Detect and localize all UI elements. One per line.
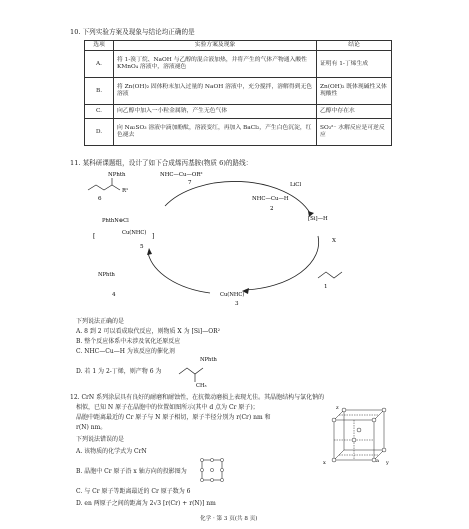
q12-option-c: C. 与 Cr 原子等距离最近的 Cr 原子数为 6	[76, 488, 191, 495]
q11-option-c: C. NHC—Cu—H 为该反应的催化剂	[76, 348, 175, 355]
x-label: X	[332, 238, 336, 244]
licl-label: LiCl	[290, 182, 302, 188]
c4-number: 4	[112, 292, 116, 298]
c5-bracket-right: ]	[152, 233, 155, 240]
row-conclusion: SO₃²⁻ 水解反应是可逆反应	[317, 119, 392, 146]
c5-number: 5	[140, 244, 144, 250]
row-option: B.	[85, 78, 114, 105]
c5-bracket-left: [	[93, 233, 96, 240]
c6-nphth: NPhth	[108, 172, 126, 178]
table-row	[85, 51, 392, 78]
row-option: A.	[85, 51, 114, 78]
d-nphth: NPhth	[200, 357, 217, 363]
c6-r1: R¹	[122, 188, 129, 194]
projection-diagram	[200, 458, 224, 482]
q11-option-d: D. 若 1 为 2-丁烯，则产物 6 为	[76, 368, 162, 375]
q10-table	[84, 40, 392, 146]
c6-number: 6	[98, 196, 102, 202]
axis-x: x	[323, 460, 326, 466]
crn-unit-cell	[322, 404, 392, 466]
cycle-arc-right	[245, 236, 319, 290]
q11-title: 11. 某科研课题组，设计了如下合成烯丙基胺(物质 6)的路线：	[70, 159, 253, 167]
axis-y: y	[386, 460, 389, 466]
c1-number: 1	[324, 284, 328, 290]
arrow-head-3	[147, 248, 152, 255]
table-row	[85, 78, 392, 105]
q12-title-1: 12. CrN 系列涂层具有良好的耐磨和耐蚀性，在抗微动磨损上表现尤佳。其晶胞结构与氯化钠的	[70, 394, 325, 401]
q11-prompt: 下列说法正确的是	[76, 318, 125, 325]
row-option: D.	[85, 119, 114, 146]
table-header-row	[85, 41, 392, 51]
q12-option-b: B. 晶胞中 Cr 原子沿 x 轴方向的投影图为	[76, 468, 187, 475]
table-row	[85, 119, 392, 146]
header-conclusion: 结论	[317, 41, 392, 51]
row-procedure: 将 Zn(OH)₂ 固体粉末加入过量的 NaOH 溶液中，充分搅拌，溶解得到无色溶液	[114, 78, 317, 105]
q10-title: 10. 下列实验方案及现象与结论均正确的是	[70, 28, 195, 36]
d-ch3: CH₃	[196, 383, 207, 388]
q12-prompt: 下列说法错误的是	[76, 436, 125, 443]
compound-6	[88, 178, 120, 190]
page-footer: 化学 · 第 3 页(共 8 页)	[200, 516, 258, 522]
q12-title-3: 晶胞中距离最近的 Cr 原子与 N 原子相切，原子半径分别为 r(Cr) nm 和	[76, 414, 271, 421]
c4-nphth: NPhth	[98, 272, 115, 278]
catalytic-cycle-diagram	[70, 168, 400, 308]
c2-text: NHC—Cu—H	[252, 196, 289, 202]
compound-1	[318, 272, 342, 278]
q11-option-b: B. 整个反应体系中未涉及氧化还原反应	[76, 338, 181, 345]
row-procedure: 向 Na₂SO₃ 溶液中滴加酚酞，溶液变红，再加入 BaCl₂，产生白色沉淀，红色褪去	[114, 119, 317, 146]
row-procedure: 向乙醇中加入一小粒金属钠，产生无色气体	[114, 105, 317, 119]
si-h-label: [Si]—H	[308, 216, 328, 222]
c3-number: 3	[235, 301, 239, 307]
q12-option-d: D. en 两原子之间的距离为 2√3 [r(Cr) + r(N)] nm	[76, 500, 216, 507]
header-procedure: 实验方案及现象	[114, 41, 317, 51]
c7-number: 7	[188, 180, 192, 186]
q12-option-a: A. 该物质的化学式为 CrN	[76, 448, 147, 455]
c5-cunhc: Cu(NHC)	[122, 230, 147, 236]
c5-phthn: PhthN⊕Cl	[102, 218, 129, 224]
q12-title-4: r(N) nm。	[76, 424, 107, 431]
row-conclusion: 乙醇中存在水	[317, 105, 392, 119]
row-conclusion: Zn(OH)₂ 既体现碱性又体现酸性	[317, 78, 392, 105]
axis-z: z	[336, 405, 339, 411]
cycle-arc-left	[148, 253, 210, 293]
c2-number: 2	[270, 206, 274, 212]
q11-option-a: A. 8 到 2 可以看成取代反应，则物质 X 为 [Si]—OR²	[76, 328, 221, 335]
c7-text: NHC—Cu—OR²	[160, 172, 203, 178]
option-d-structure	[174, 352, 234, 388]
c3-cunhc: Cu(NHC)	[220, 292, 245, 298]
point-a: a	[376, 458, 379, 464]
q12-title-2: 相似，已知 N 原子在晶胞中的位置如图所示(其中 d 点为 Cr 原子)；	[76, 404, 259, 411]
header-option: 选项	[85, 41, 114, 51]
row-option: C.	[85, 105, 114, 119]
row-procedure: 将 1-溴丁烷、NaOH 与乙醇的混合液加热，并将产生的气体产物通入酸性 KMnO₄ 溶液中，溶液褪色	[114, 51, 317, 78]
row-conclusion: 证明有 1-丁烯生成	[317, 51, 392, 78]
table-row	[85, 105, 392, 119]
